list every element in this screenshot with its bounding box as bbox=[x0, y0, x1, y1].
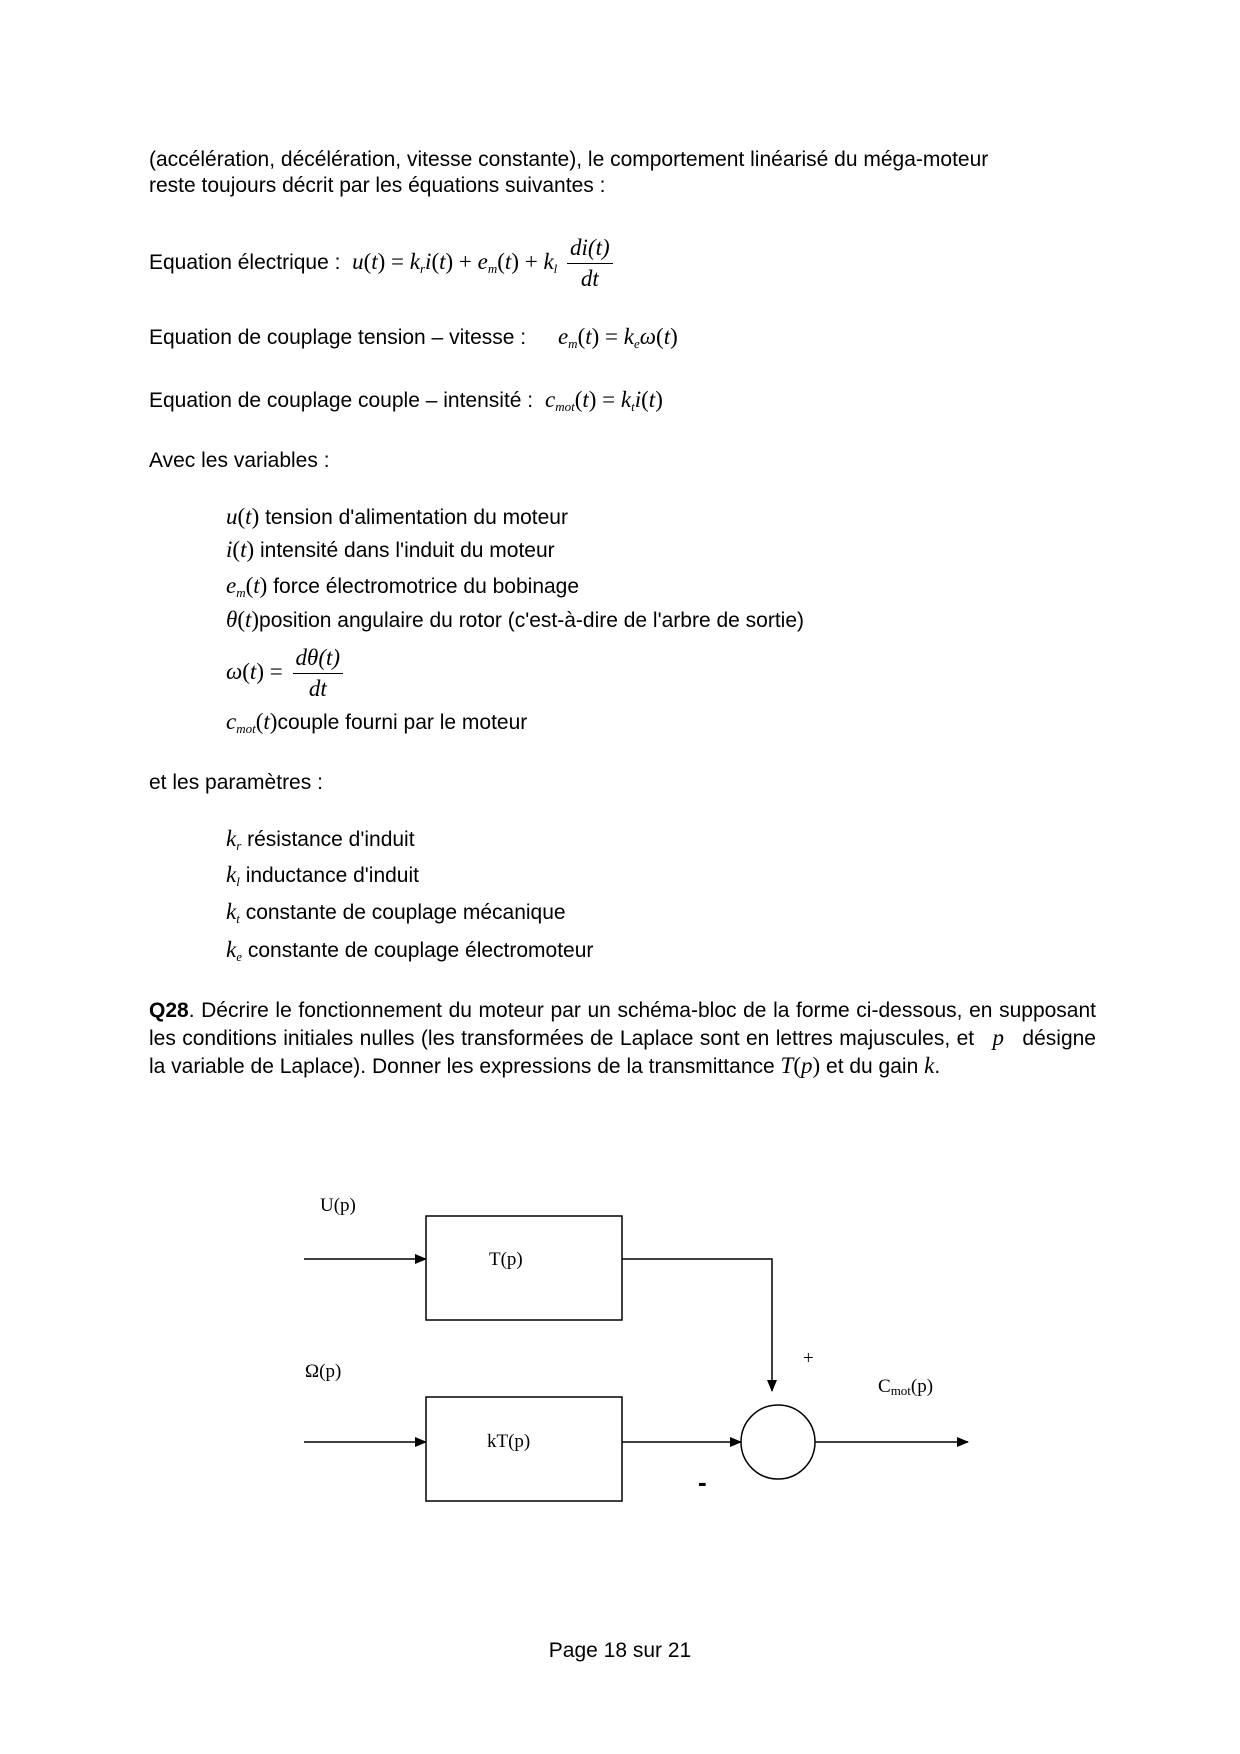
variable-desc-i: intensité dans l'induit du moteur bbox=[259, 539, 555, 562]
block1-box bbox=[426, 1216, 622, 1320]
block1-to-sum-arrow bbox=[622, 1259, 772, 1391]
output-label bbox=[878, 1374, 933, 1404]
equation-couplage-couple-label: Equation de couplage couple – intensité : bbox=[149, 389, 534, 412]
variable-symbol-u: u(t) bbox=[226, 504, 260, 529]
parameter-symbol-kl: $k_l$ bbox=[226, 862, 240, 889]
output-label-sub: mot bbox=[890, 1383, 911, 1398]
variable-desc-em: force électromotrice du bobinage bbox=[273, 575, 580, 598]
parameters-heading: et les paramètres : bbox=[149, 771, 323, 794]
equation-couplage-tension-label: Equation de couplage tension – vitesse : bbox=[149, 326, 527, 349]
parameter-symbol-kr: $k_r$ bbox=[226, 826, 242, 853]
parameter-symbol-ke: $k_e$ bbox=[226, 937, 242, 964]
variable-symbol-cmot: $c_{mot}(t)$ bbox=[226, 709, 278, 736]
input1-label: U(p) bbox=[320, 1195, 356, 1216]
variable-desc-cmot: couple fourni par le moteur bbox=[277, 711, 528, 734]
question-symbol-p: p bbox=[992, 1025, 1005, 1050]
block2-label: kT(p) bbox=[487, 1431, 531, 1452]
question-text1: . Décrire le fonctionnement du moteur par un schéma-bloc de la forme ci-dessous, en supposant les conditions initiales nulles (les transformées de Laplace sont en lettres majuscules, et bbox=[149, 999, 1096, 1050]
plus-sign: + bbox=[803, 1348, 814, 1369]
question-symbol-T: T(p) bbox=[780, 1053, 821, 1078]
parameter-symbol-kt: $k_t$ bbox=[226, 899, 240, 926]
intro-line1: (accélération, décélération, vitesse constante), le comportement linéarisé du méga-moteur bbox=[149, 148, 989, 171]
block1-label: T(p) bbox=[489, 1249, 523, 1270]
equation-couplage-tension-formula: $e_m(t) = k_e\omega(t)$ bbox=[557, 324, 678, 351]
variables-heading: Avec les variables : bbox=[149, 449, 330, 472]
parameter-desc-ke: constante de couplage électromoteur bbox=[247, 939, 594, 962]
variable-omega-fraction: $\frac{d\theta(t)}{dt}$ bbox=[293, 644, 344, 703]
page-number: Page 18 sur 21 bbox=[548, 1639, 692, 1662]
output-label-main: C bbox=[878, 1376, 891, 1397]
variable-desc-u: tension d'alimentation du moteur bbox=[265, 506, 568, 529]
variable-symbol-em: $e_m(t)$ bbox=[226, 573, 268, 600]
equation-electrique-fraction: $\frac{di(t)}{dt}$ bbox=[567, 234, 613, 293]
parameter-desc-kr: résistance d'induit bbox=[247, 828, 415, 851]
variable-desc-theta: position angulaire du rotor (c'est-à-dire de l'arbre de sortie) bbox=[259, 609, 805, 632]
question-text2: désigne la variable de Laplace). Donner les expressions de la transmittance bbox=[149, 1027, 1096, 1078]
variable-symbol-theta: θ(t) bbox=[226, 607, 260, 632]
equation-couplage-couple-formula: $c_{mot}(t) = k_ti(t)$ bbox=[544, 387, 663, 414]
variable-symbol-omega: ω(t) = bbox=[226, 659, 283, 684]
equation-electrique-formula: $u(t) = k_ri(t) + e_m(t) + k_l$ bbox=[346, 249, 558, 276]
equation-electrique-label: Equation électrique : bbox=[149, 251, 341, 274]
minus-sign: - bbox=[698, 1467, 707, 1497]
intro-line2: reste toujours décrit par les équations suivantes : bbox=[149, 174, 606, 197]
summing-junction bbox=[741, 1405, 815, 1479]
question-text4: . bbox=[934, 1055, 941, 1078]
question-text3: et du gain bbox=[826, 1055, 919, 1078]
question-label: Q28 bbox=[149, 999, 189, 1022]
parameter-desc-kl: inductance d'induit bbox=[245, 864, 419, 887]
output-label-tail: (p) bbox=[910, 1376, 934, 1397]
input2-label: Ω(p) bbox=[305, 1361, 342, 1382]
question-symbol-k: k bbox=[924, 1053, 935, 1078]
parameter-desc-kt: constante de couplage mécanique bbox=[245, 901, 566, 924]
variable-symbol-i: i(t) bbox=[226, 537, 255, 562]
